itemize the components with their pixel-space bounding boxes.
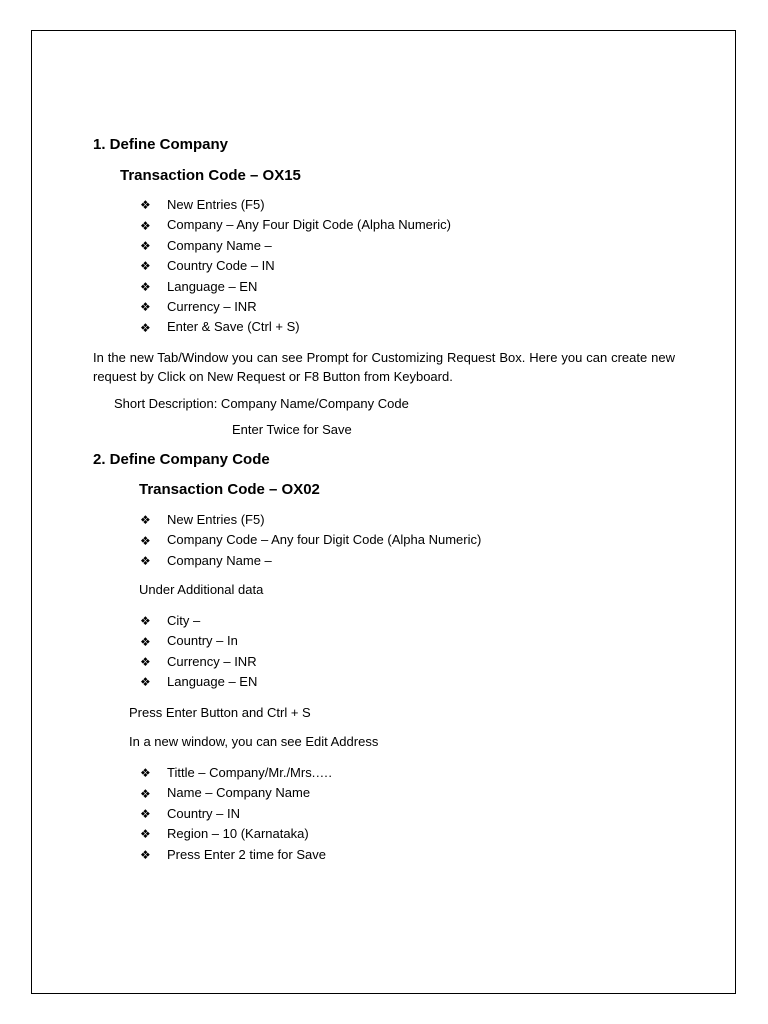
short-description-text: Short Description: Company Name/Company Code	[114, 396, 409, 411]
diamond-bullet-icon: ❖	[140, 847, 151, 862]
diamond-bullet-icon: ❖	[140, 654, 151, 669]
enter-twice-text: Enter Twice for Save	[232, 422, 352, 437]
section-1-transaction-code: Transaction Code – OX15	[120, 167, 301, 184]
additional-data-list	[140, 611, 257, 693]
diamond-bullet-icon: ❖	[140, 513, 151, 528]
section-2-transaction-code: Transaction Code – OX02	[139, 481, 320, 498]
list-item: ❖ Currency – INR	[140, 298, 257, 315]
diamond-bullet-icon: ❖	[140, 279, 151, 294]
list-item: ❖ Tittle – Company/Mr./Mrs.….	[140, 765, 332, 781]
diamond-bullet-icon: ❖	[140, 827, 151, 842]
diamond-bullet-icon: ❖	[140, 320, 151, 335]
list-item: ❖ New Entries (F5)	[140, 512, 265, 528]
diamond-bullet-icon: ❖	[140, 533, 151, 548]
list-item: ❖ Region – 10 (Karnataka)	[140, 826, 309, 842]
diamond-bullet-icon: ❖	[140, 300, 151, 315]
list-item: ❖ Enter & Save (Ctrl + S)	[140, 319, 300, 335]
section-1-heading: 1. Define Company	[93, 136, 229, 153]
diamond-bullet-icon: ❖	[140, 238, 151, 253]
diamond-bullet-icon: ❖	[140, 259, 151, 274]
diamond-bullet-icon: ❖	[140, 806, 151, 821]
diamond-bullet-icon: ❖	[140, 786, 151, 801]
edit-address-list	[140, 763, 332, 865]
list-item: ❖ Company – Any Four Digit Code (Alpha Numeric)	[140, 217, 451, 233]
list-item: ❖ New Entries (F5)	[140, 197, 265, 213]
diamond-bullet-icon: ❖	[140, 553, 151, 568]
section-2-heading: 2. Define Company Code	[93, 451, 270, 468]
list-item: ❖ Country – In	[140, 633, 238, 649]
section-2-bullet-list	[140, 510, 481, 571]
diamond-bullet-icon: ❖	[140, 766, 151, 781]
list-item: ❖ City –	[140, 613, 201, 629]
list-item: ❖ Company Name –	[140, 237, 272, 253]
list-item: ❖ Company Name –	[140, 552, 272, 568]
list-item: ❖ Name – Company Name	[140, 785, 311, 801]
additional-data-label: Under Additional data	[139, 582, 264, 597]
list-item: ❖ Language – EN	[140, 278, 258, 294]
diamond-bullet-icon: ❖	[140, 675, 151, 690]
list-item: ❖ Country – IN	[140, 805, 240, 821]
customizing-request-paragraph: In the new Tab/Window you can see Prompt for Customizing Request Box. Here you can create new request by Click on New Request or F8 Button from Keyboard.	[93, 350, 675, 384]
new-window-text: In a new window, you can see Edit Address	[129, 734, 379, 749]
diamond-bullet-icon: ❖	[140, 614, 151, 629]
list-item: ❖ Currency – INR	[140, 653, 257, 669]
list-item: ❖ Country Code – IN	[140, 258, 275, 274]
list-item: ❖ Company Code – Any four Digit Code (Alpha Numeric)	[140, 532, 482, 548]
diamond-bullet-icon: ❖	[140, 218, 151, 233]
press-enter-text: Press Enter Button and Ctrl + S	[129, 705, 311, 720]
section-1-bullet-list	[140, 195, 451, 338]
diamond-bullet-icon: ❖	[140, 198, 151, 213]
list-item: ❖ Press Enter 2 time for Save	[140, 846, 326, 862]
diamond-bullet-icon: ❖	[140, 634, 151, 649]
list-item: ❖ Language – EN	[140, 674, 258, 690]
